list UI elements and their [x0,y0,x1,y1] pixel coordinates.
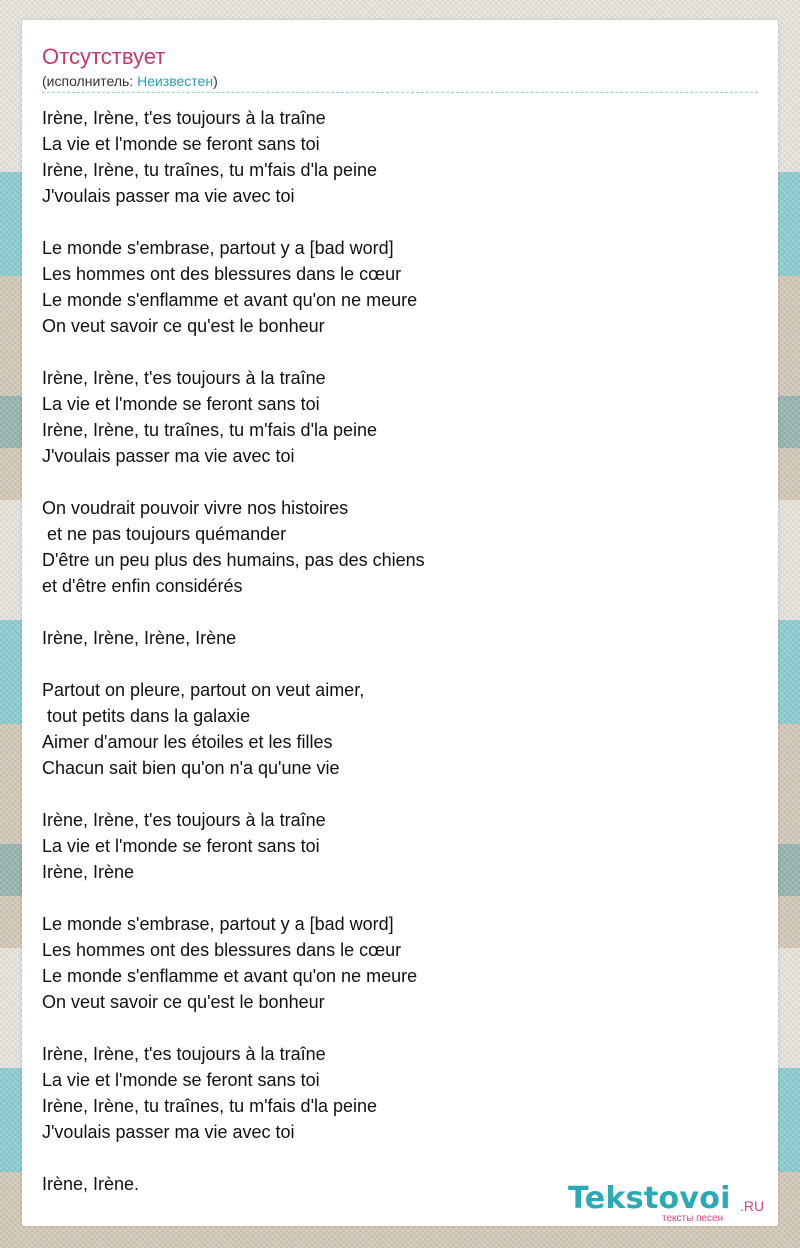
lyrics-text: Irène, Irène, t'es toujours à la traîne La vie et l'monde se feront sans toi Irène, Irène, tu traînes, tu m'fais d'la peine J'voulais passer ma vie avec toi Le monde s'embrase, partout y a [bad word] Les hommes ont des blessures dans le cœur Le monde s'enflamme et avant qu'on ne meure On veut savoir ce qu'est le bonheur Irène, Irène, t'es toujours à la traîne La vie et l'monde se feront sans toi Irène, Irène, tu traînes, tu m'fais d'la peine J'voulais passer ma vie avec toi On voudrait pouvoir vivre nos histoires et ne pas toujours quémander D'être un peu plus des humains, pas des chiens et d'être enfin considérés Irène, Irène, Irène, Irène Partout on pleure, partout on veut aimer, tout petits dans la galaxie Aimer d'amour les étoiles et les filles Chacun sait bien qu'on n'a qu'une vie Irène, Irène, t'es toujours à la traîne La vie et l'monde se feront sans toi Irène, Irène Le monde s'embrase, partout y a [bad word] Les hommes ont des blessures dans le cœur Le monde s'enflamme et avant qu'on ne meure On veut savoir ce qu'est le bonheur Irène, Irène, t'es toujours à la traîne La vie et l'monde se feront sans toi Irène, Irène, tu traînes, tu m'fais d'la peine J'voulais passer ma vie avec toi Irène, Irène. [42,108,425,1194]
artist-prefix: (исполнитель: [42,73,138,89]
divider [42,92,758,93]
artist-line [42,72,218,90]
brand-tld: .RU [740,1198,765,1214]
brand-tagline: тексты песен [662,1213,724,1224]
artist-link[interactable]: Неизвестен [137,73,214,89]
brand-name: Tekstovoi [568,1181,731,1216]
lyrics-card [22,20,778,1226]
artist-suffix: ) [213,73,218,89]
song-title: Отсутствует [42,44,166,69]
brand-logo[interactable] [568,1182,772,1222]
